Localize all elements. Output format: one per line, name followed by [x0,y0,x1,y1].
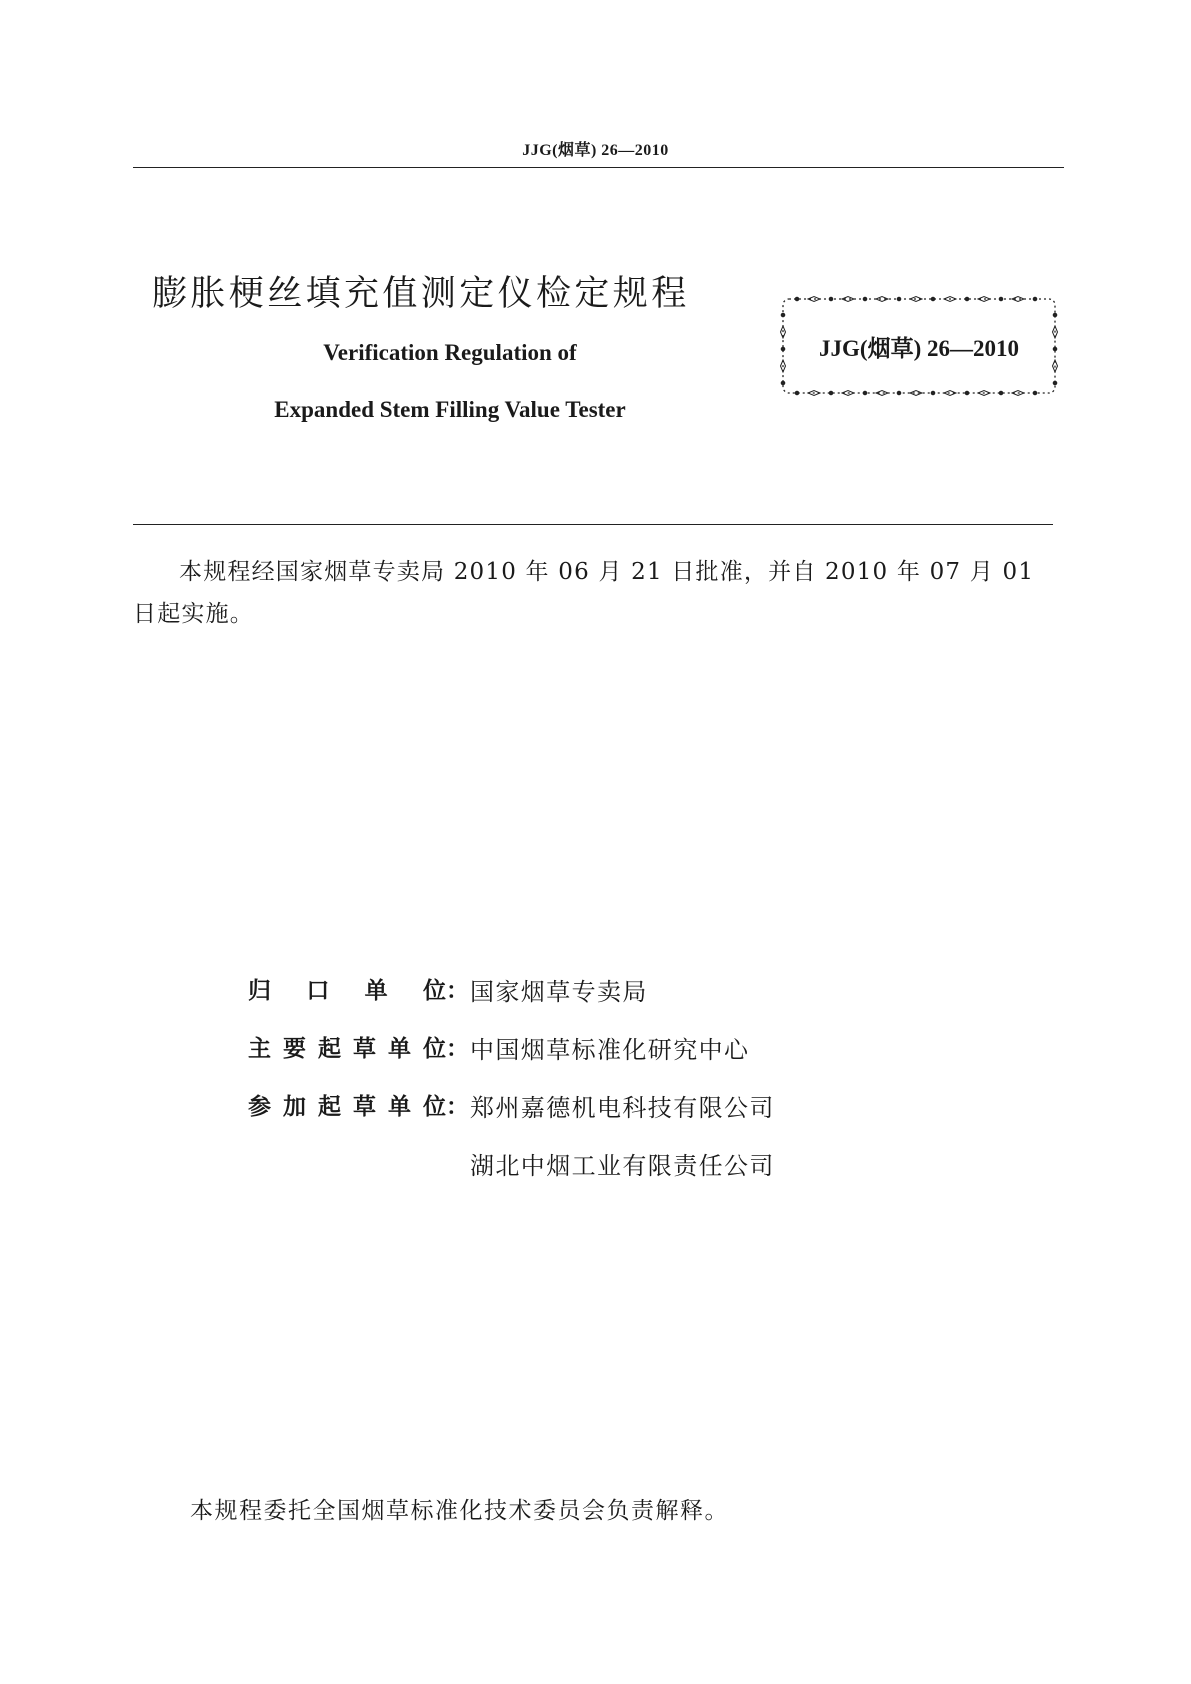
header-standard-code: JJG(烟草) 26—2010 [522,142,669,159]
responsible-unit-value: 国家烟草专卖局 [470,978,648,1006]
ornament-dot [999,297,1003,301]
ornament-dot [931,297,935,301]
title-english-line1: Verification Regulation of [323,340,577,365]
ornament-diamond [876,297,888,302]
interpretation-note: 本规程委托全国烟草标准化技术委员会负责解释。 [190,1498,729,1524]
responsible-unit-label: 归口单位 [248,978,446,1004]
ornament-dot [1033,297,1037,301]
drafting-units [248,972,775,1204]
colon: ： [446,1094,469,1120]
ornament-diamond [1012,297,1024,302]
ornament-dot [1053,313,1057,317]
participating-drafter-label: 参加起草单位 [248,1094,446,1120]
ornament-dot [829,391,833,395]
ornament-dot [897,391,901,395]
ornament-dot [795,391,799,395]
ornament-dot [863,297,867,301]
title-chinese: 膨胀梗丝填充值测定仪检定规程 [152,274,690,314]
title-divider [133,524,1053,525]
unit-row-main-drafter [248,1030,775,1088]
participating-drafter-value-1: 郑州嘉德机电科技有限公司 [470,1094,775,1122]
ornament-diamond [910,391,922,396]
ornament-dot [795,297,799,301]
participating-drafter-value-2: 湖北中烟工业有限责任公司 [470,1152,775,1180]
ornament-diamond [842,297,854,302]
ornament-dot [931,391,935,395]
unit-row-responsible [248,972,775,1030]
ornament-dot [781,381,785,385]
ornament-dot [965,391,969,395]
header-divider [133,167,1064,168]
unit-row-participating-cont [248,1146,775,1204]
ornament-dot [829,297,833,301]
ornament-dot [897,297,901,301]
ornament-dot [1053,381,1057,385]
ornament-dot [965,297,969,301]
colon: ： [446,1036,469,1062]
main-drafter-label: 主要起草单位 [248,1036,446,1062]
colon: ： [446,978,469,1004]
ornament-dot [781,313,785,317]
title-english-line2: Expanded Stem Filling Value Tester [274,397,626,422]
standard-code-box-text: JJG(烟草) 26—2010 [819,336,1019,361]
approval-statement: 本规程经国家烟草专卖局 2010 年 06 月 21 日批准，并自 2010 年 07 月 01 日起实施。 [133,559,1035,627]
ornament-dot [1033,391,1037,395]
standard-code-box [779,295,1059,397]
ornament-dot [999,391,1003,395]
unit-row-participating [248,1088,775,1146]
main-drafter-value: 中国烟草标准化研究中心 [470,1036,750,1064]
ornament-dot [863,391,867,395]
